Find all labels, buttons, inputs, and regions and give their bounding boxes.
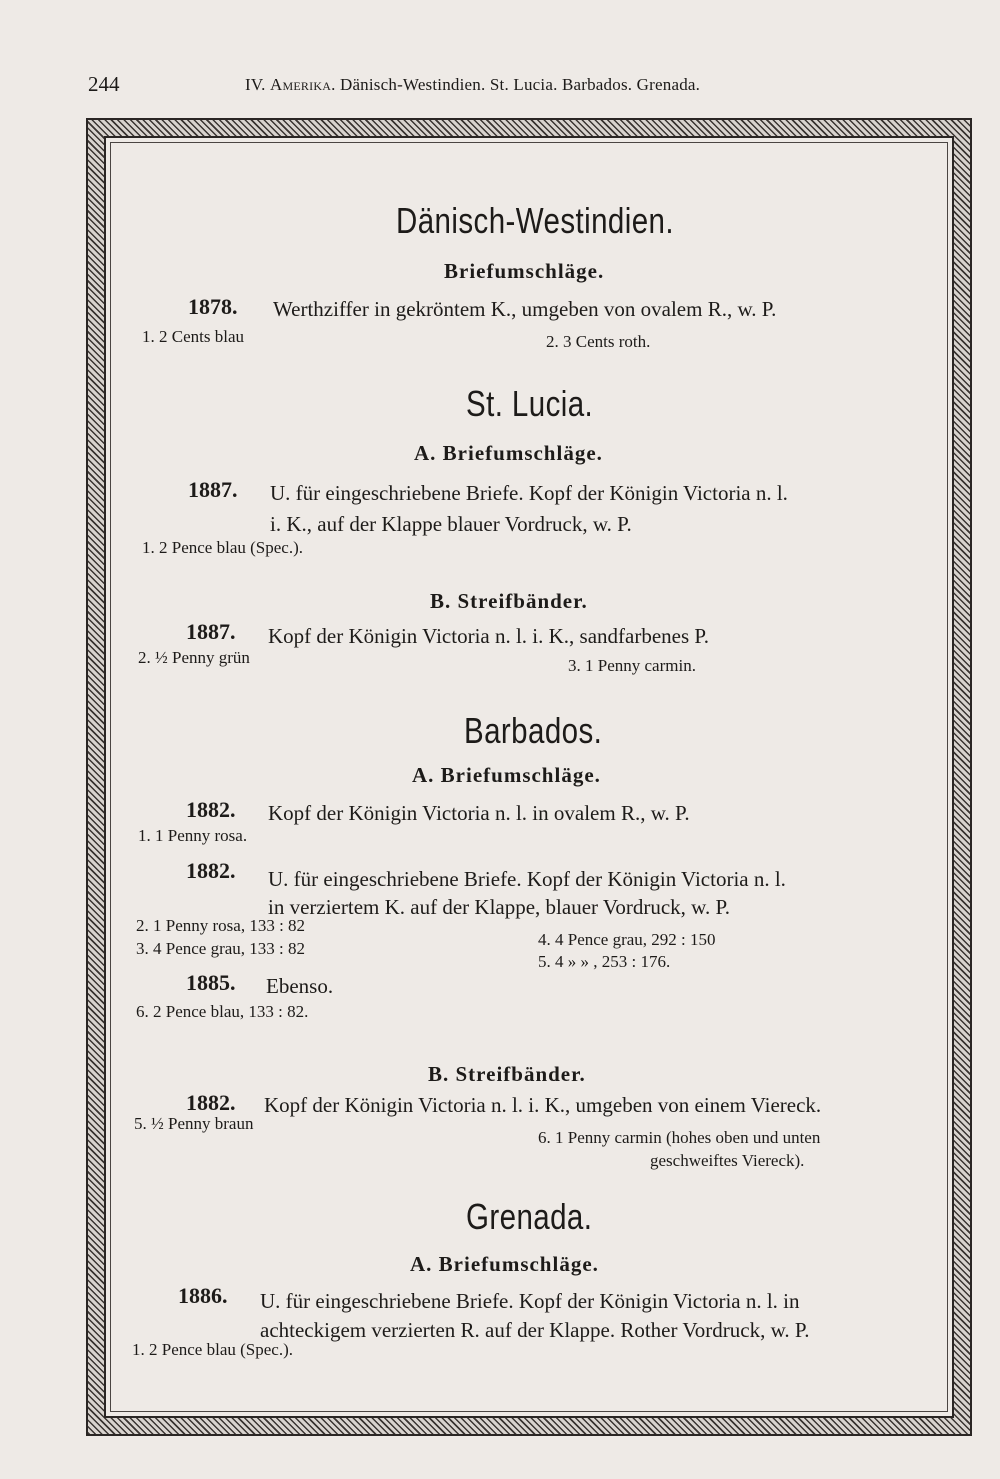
list-item: 2. 1 Penny rosa, 133 : 82 — [136, 916, 306, 935]
running-title-rest: . Dänisch-Westindien. St. Lucia. Barbados. Grenada. — [331, 75, 701, 94]
issue-year: 1882. — [186, 858, 236, 883]
subsection-title: B. Streifbänder. — [428, 1062, 586, 1086]
issue-description: U. für eingeschriebene Briefe. Kopf der Königin Victoria n. l. — [270, 481, 788, 505]
issue-description: Werthziffer in gekröntem K., umgeben von ovalem R., w. P. — [273, 297, 777, 321]
list-item: 4. 4 Pence grau, 292 : 150 — [538, 930, 716, 949]
list-item: 3. 4 Pence grau, 133 : 82 — [136, 939, 306, 958]
list-item: 1. 2 Cents blau — [142, 327, 244, 346]
subsection-title: A. Briefumschläge. — [412, 763, 601, 787]
issue-description: Kopf der Königin Victoria n. l. i. K., umgeben von einem Viereck. — [264, 1093, 822, 1117]
page-number: 244 — [88, 72, 120, 96]
list-item: 5. ½ Penny braun — [134, 1114, 254, 1133]
list-item: 1. 1 Penny rosa. — [138, 826, 248, 845]
running-title — [245, 75, 700, 95]
issue-description: Kopf der Königin Victoria n. l. in ovalem R., w. P. — [268, 801, 690, 825]
section-title-barbados: Barbados. — [464, 710, 603, 751]
subsection-title: A. Briefumschläge. — [414, 441, 603, 465]
issue-description: Kopf der Königin Victoria n. l. i. K., sandfarbenes P. — [268, 624, 710, 648]
issue-year: 1885. — [186, 970, 236, 995]
issue-description: U. für eingeschriebene Briefe. Kopf der Königin Victoria n. l. in — [260, 1289, 800, 1313]
list-item: 6. 1 Penny carmin (hohes oben und unten — [538, 1128, 821, 1147]
section-title-danisch-westindien: Dänisch-Westindien. — [396, 200, 674, 241]
issue-year: 1882. — [186, 797, 236, 822]
section-title-st-lucia: St. Lucia. — [466, 383, 594, 424]
issue-description: Ebenso. — [266, 974, 334, 998]
list-item: geschweiftes Viereck). — [650, 1151, 805, 1170]
issue-description: achteckigem verzierten R. auf der Klappe. Rother Vordruck, w. P. — [260, 1318, 810, 1342]
running-title-smallcaps: Amerika — [270, 75, 332, 94]
subsection-title: A. Briefumschläge. — [410, 1252, 599, 1276]
list-item: 1. 2 Pence blau (Spec.). — [142, 538, 303, 557]
list-item: 2. ½ Penny grün — [138, 648, 250, 667]
subsection-title: Briefumschläge. — [444, 259, 605, 283]
issue-year: 1887. — [188, 477, 238, 502]
issue-year: 1882. — [186, 1090, 236, 1115]
issue-year: 1886. — [178, 1283, 228, 1308]
running-title-prefix: IV. — [245, 75, 271, 94]
list-item: 1. 2 Pence blau (Spec.). — [132, 1340, 293, 1359]
section-title-grenada: Grenada. — [466, 1196, 593, 1237]
list-item: 2. 3 Cents roth. — [546, 332, 651, 351]
list-item: 5. 4 » » , 253 : 176. — [538, 952, 671, 971]
issue-description: i. K., auf der Klappe blauer Vordruck, w. P. — [270, 512, 632, 536]
list-item: 6. 2 Pence blau, 133 : 82. — [136, 1002, 309, 1021]
issue-description: U. für eingeschriebene Briefe. Kopf der Königin Victoria n. l. — [268, 867, 786, 891]
issue-description: in verziertem K. auf der Klappe, blauer Vordruck, w. P. — [268, 895, 731, 919]
issue-year: 1887. — [186, 619, 236, 644]
list-item: 3. 1 Penny carmin. — [568, 656, 696, 675]
issue-year: 1878. — [188, 294, 238, 319]
subsection-title: B. Streifbänder. — [430, 589, 588, 613]
